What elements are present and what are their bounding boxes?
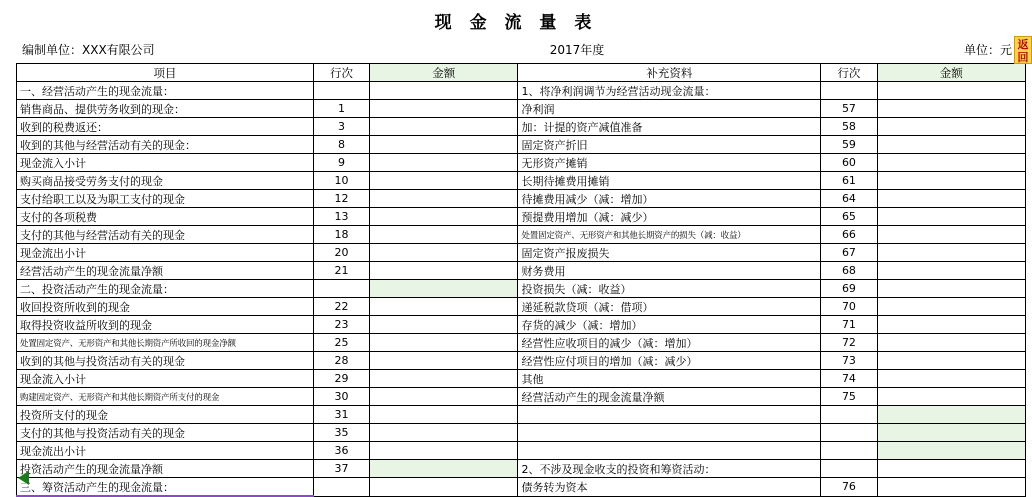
- header-supplement: 补充资料: [518, 64, 821, 82]
- table-row: [17, 100, 1026, 118]
- row-amount-cell[interactable]: [370, 208, 518, 226]
- row-line-number-2: 69: [821, 280, 877, 298]
- row-supplement-label: [518, 424, 821, 442]
- row-line-number: 25: [313, 334, 369, 352]
- row-line-number: 31: [313, 406, 369, 424]
- row-item-label: 处置固定资产、无形资产和其他长期资产所收回的现金净额: [17, 334, 314, 352]
- row-item-label: 现金流出小计: [17, 244, 314, 262]
- row-amount-cell-2[interactable]: [877, 190, 1025, 208]
- row-amount-cell-2[interactable]: [877, 82, 1025, 100]
- header-line-no-2: 行次: [821, 64, 877, 82]
- row-amount-cell[interactable]: [370, 316, 518, 334]
- row-line-number: 37: [313, 460, 369, 478]
- row-line-number: 21: [313, 262, 369, 280]
- row-line-number: 18: [313, 226, 369, 244]
- row-supplement-label: 债务转为资本: [518, 478, 821, 497]
- row-line-number-2: 57: [821, 100, 877, 118]
- row-line-number-2: 66: [821, 226, 877, 244]
- table-row: [17, 298, 1026, 316]
- row-supplement-label: 1、将净利润调节为经营活动现金流量：: [518, 82, 821, 100]
- row-item-label: 购建固定资产、无形资产和其他长期资产所支付的现金: [17, 388, 314, 406]
- row-item-label: 销售商品、提供劳务收到的现金：: [17, 100, 314, 118]
- header-amount-2: 金额: [877, 64, 1025, 82]
- row-line-number: 20: [313, 244, 369, 262]
- row-amount-cell-2[interactable]: [877, 280, 1025, 298]
- table-row: [17, 136, 1026, 154]
- unit-label: 单位：元: [963, 42, 1012, 57]
- row-line-number-2: 58: [821, 118, 877, 136]
- table-row: [17, 334, 1026, 352]
- table-row: [17, 460, 1026, 478]
- row-line-number: [313, 82, 369, 100]
- row-amount-cell-2[interactable]: [877, 100, 1025, 118]
- row-item-label: 取得投资收益所收到的现金: [17, 316, 314, 334]
- row-line-number-2: [821, 424, 877, 442]
- row-amount-cell-2[interactable]: [877, 406, 1025, 424]
- row-amount-cell[interactable]: [370, 280, 518, 298]
- table-row: [17, 352, 1026, 370]
- row-amount-cell[interactable]: [370, 352, 518, 370]
- row-supplement-label: 财务费用: [518, 262, 821, 280]
- row-line-number: 8: [313, 136, 369, 154]
- row-amount-cell-2[interactable]: [877, 154, 1025, 172]
- row-item-label: 支付的各项税费: [17, 208, 314, 226]
- row-item-label: 支付的其他与经营活动有关的现金: [17, 226, 314, 244]
- row-supplement-label: 固定资产折旧: [518, 136, 821, 154]
- row-amount-cell[interactable]: [370, 154, 518, 172]
- row-amount-cell[interactable]: [370, 190, 518, 208]
- table-row: [17, 316, 1026, 334]
- row-line-number: 12: [313, 190, 369, 208]
- row-supplement-label: 净利润: [518, 100, 821, 118]
- row-amount-cell-2[interactable]: [877, 136, 1025, 154]
- row-amount-cell[interactable]: [370, 262, 518, 280]
- row-amount-cell[interactable]: [370, 334, 518, 352]
- row-line-number-2: 61: [821, 172, 877, 190]
- row-amount-cell-2[interactable]: [877, 442, 1025, 460]
- row-amount-cell-2[interactable]: [877, 370, 1025, 388]
- row-item-label: 支付给职工以及为职工支付的现金: [17, 190, 314, 208]
- row-amount-cell[interactable]: [370, 118, 518, 136]
- row-item-label: 购买商品接受劳务支付的现金: [17, 172, 314, 190]
- row-line-number: 22: [313, 298, 369, 316]
- row-line-number-2: 70: [821, 298, 877, 316]
- row-line-number: [313, 280, 369, 298]
- header-line-no: 行次: [313, 64, 369, 82]
- row-amount-cell-2[interactable]: [877, 388, 1025, 406]
- row-line-number: 36: [313, 442, 369, 460]
- row-amount-cell-2[interactable]: [877, 460, 1025, 478]
- row-amount-cell-2[interactable]: [877, 226, 1025, 244]
- row-amount-cell[interactable]: [370, 370, 518, 388]
- table-row: [17, 442, 1026, 460]
- row-item-label: 现金流出小计: [17, 442, 314, 460]
- table-row: [17, 280, 1026, 298]
- row-line-number: 10: [313, 172, 369, 190]
- row-line-number-2: 76: [821, 478, 877, 497]
- row-amount-cell-2[interactable]: [877, 298, 1025, 316]
- row-line-number: 29: [313, 370, 369, 388]
- row-line-number-2: 75: [821, 388, 877, 406]
- table-row: [17, 82, 1026, 100]
- row-amount-cell-2[interactable]: [877, 352, 1025, 370]
- row-supplement-label: 递延税款贷项（减：借项）: [518, 298, 821, 316]
- table-row: [17, 190, 1026, 208]
- row-line-number-2: 68: [821, 262, 877, 280]
- row-line-number-2: 59: [821, 136, 877, 154]
- row-amount-cell-2[interactable]: [877, 244, 1025, 262]
- row-supplement-label: 2、不涉及现金收支的投资和筹资活动：: [518, 460, 821, 478]
- row-line-number-2: 74: [821, 370, 877, 388]
- row-line-number: 1: [313, 100, 369, 118]
- row-supplement-label: 处置固定资产、无形资产和其他长期资产的损失（减：收益）: [518, 226, 821, 244]
- row-supplement-label: 预提费用增加（减：减少）: [518, 208, 821, 226]
- row-amount-cell-2[interactable]: [877, 262, 1025, 280]
- row-supplement-label: 长期待摊费用摊销: [518, 172, 821, 190]
- row-item-label: 经营活动产生的现金流量净额: [17, 262, 314, 280]
- prepared-by-label: 编制单位：XXX有限公司: [22, 42, 155, 57]
- table-row: [17, 118, 1026, 136]
- row-line-number: 13: [313, 208, 369, 226]
- row-item-label: 收到的其他与经营活动有关的现金：: [17, 136, 314, 154]
- table-header-row: [17, 64, 1026, 82]
- header-item: 项目: [17, 64, 314, 82]
- row-amount-cell[interactable]: [370, 244, 518, 262]
- return-button[interactable]: 返回: [1014, 36, 1032, 64]
- row-line-number: 9: [313, 154, 369, 172]
- row-item-label: 三、筹资活动产生的现金流量：: [17, 478, 314, 497]
- table-row: [17, 154, 1026, 172]
- row-supplement-label: 存货的减少（减：增加）: [518, 316, 821, 334]
- row-item-label: 收回投资所收到的现金: [17, 298, 314, 316]
- row-supplement-label: 经营性应付项目的增加（减：减少）: [518, 352, 821, 370]
- row-item-label: 一、经营活动产生的现金流量：: [17, 82, 314, 100]
- row-line-number-2: 67: [821, 244, 877, 262]
- table-row: [17, 262, 1026, 280]
- row-line-number-2: 64: [821, 190, 877, 208]
- row-amount-cell[interactable]: [370, 460, 518, 478]
- row-amount-cell[interactable]: [370, 136, 518, 154]
- row-amount-cell[interactable]: [370, 388, 518, 406]
- row-amount-cell-2[interactable]: [877, 118, 1025, 136]
- row-amount-cell-2[interactable]: [877, 424, 1025, 442]
- cash-flow-table: [16, 63, 1026, 497]
- row-line-number: 35: [313, 424, 369, 442]
- row-amount-cell[interactable]: [370, 100, 518, 118]
- row-supplement-label: 经营活动产生的现金流量净额: [518, 388, 821, 406]
- row-supplement-label: 投资损失（减：收益）: [518, 280, 821, 298]
- row-line-number-2: [821, 406, 877, 424]
- row-supplement-label: 待摊费用减少（减：增加）: [518, 190, 821, 208]
- row-supplement-label: 其他: [518, 370, 821, 388]
- row-item-label: 支付的其他与投资活动有关的现金: [17, 424, 314, 442]
- header-amount: 金额: [370, 64, 518, 82]
- row-supplement-label: 加：计提的资产减值准备: [518, 118, 821, 136]
- table-row: [17, 388, 1026, 406]
- row-item-label: 二、投资活动产生的现金流量：: [17, 280, 314, 298]
- period-label: 2017年度: [549, 42, 605, 57]
- row-item-label: 收到的其他与投资活动有关的现金: [17, 352, 314, 370]
- row-line-number-2: 72: [821, 334, 877, 352]
- row-line-number-2: 65: [821, 208, 877, 226]
- row-line-number: 28: [313, 352, 369, 370]
- row-line-number: 23: [313, 316, 369, 334]
- row-supplement-label: 无形资产摊销: [518, 154, 821, 172]
- subheader: [0, 39, 1032, 63]
- table-row: [17, 226, 1026, 244]
- row-item-label: 投资所支付的现金: [17, 406, 314, 424]
- row-item-label: 现金流入小计: [17, 370, 314, 388]
- scroll-left-arrow-icon[interactable]: [18, 471, 29, 485]
- row-line-number-2: 71: [821, 316, 877, 334]
- row-line-number-2: 60: [821, 154, 877, 172]
- table-row: [17, 406, 1026, 424]
- row-amount-cell[interactable]: [370, 424, 518, 442]
- row-line-number-2: [821, 82, 877, 100]
- row-supplement-label: 固定资产报废损失: [518, 244, 821, 262]
- row-item-label: 收到的税费返还：: [17, 118, 314, 136]
- row-amount-cell[interactable]: [370, 298, 518, 316]
- row-supplement-label: [518, 442, 821, 460]
- row-line-number-2: [821, 442, 877, 460]
- row-amount-cell[interactable]: [370, 82, 518, 100]
- row-item-label: 现金流入小计: [17, 154, 314, 172]
- row-amount-cell-2[interactable]: [877, 208, 1025, 226]
- row-amount-cell[interactable]: [370, 442, 518, 460]
- row-amount-cell[interactable]: [370, 226, 518, 244]
- row-item-label: 投资活动产生的现金流量净额: [17, 460, 314, 478]
- row-amount-cell[interactable]: [370, 406, 518, 424]
- row-amount-cell-2[interactable]: [877, 334, 1025, 352]
- row-supplement-label: [518, 406, 821, 424]
- row-supplement-label: 经营性应收项目的减少（减：增加）: [518, 334, 821, 352]
- row-line-number: 30: [313, 388, 369, 406]
- row-line-number-2: [821, 460, 877, 478]
- table-row: [17, 244, 1026, 262]
- row-amount-cell-2[interactable]: [877, 172, 1025, 190]
- table-row: [17, 424, 1026, 442]
- table-row: [17, 208, 1026, 226]
- row-amount-cell-2[interactable]: [877, 316, 1025, 334]
- page-title: 现 金 流 量 表: [434, 13, 598, 33]
- row-line-number-2: 73: [821, 352, 877, 370]
- table-row: [17, 370, 1026, 388]
- row-amount-cell[interactable]: [370, 172, 518, 190]
- row-line-number: 3: [313, 118, 369, 136]
- table-row: [17, 172, 1026, 190]
